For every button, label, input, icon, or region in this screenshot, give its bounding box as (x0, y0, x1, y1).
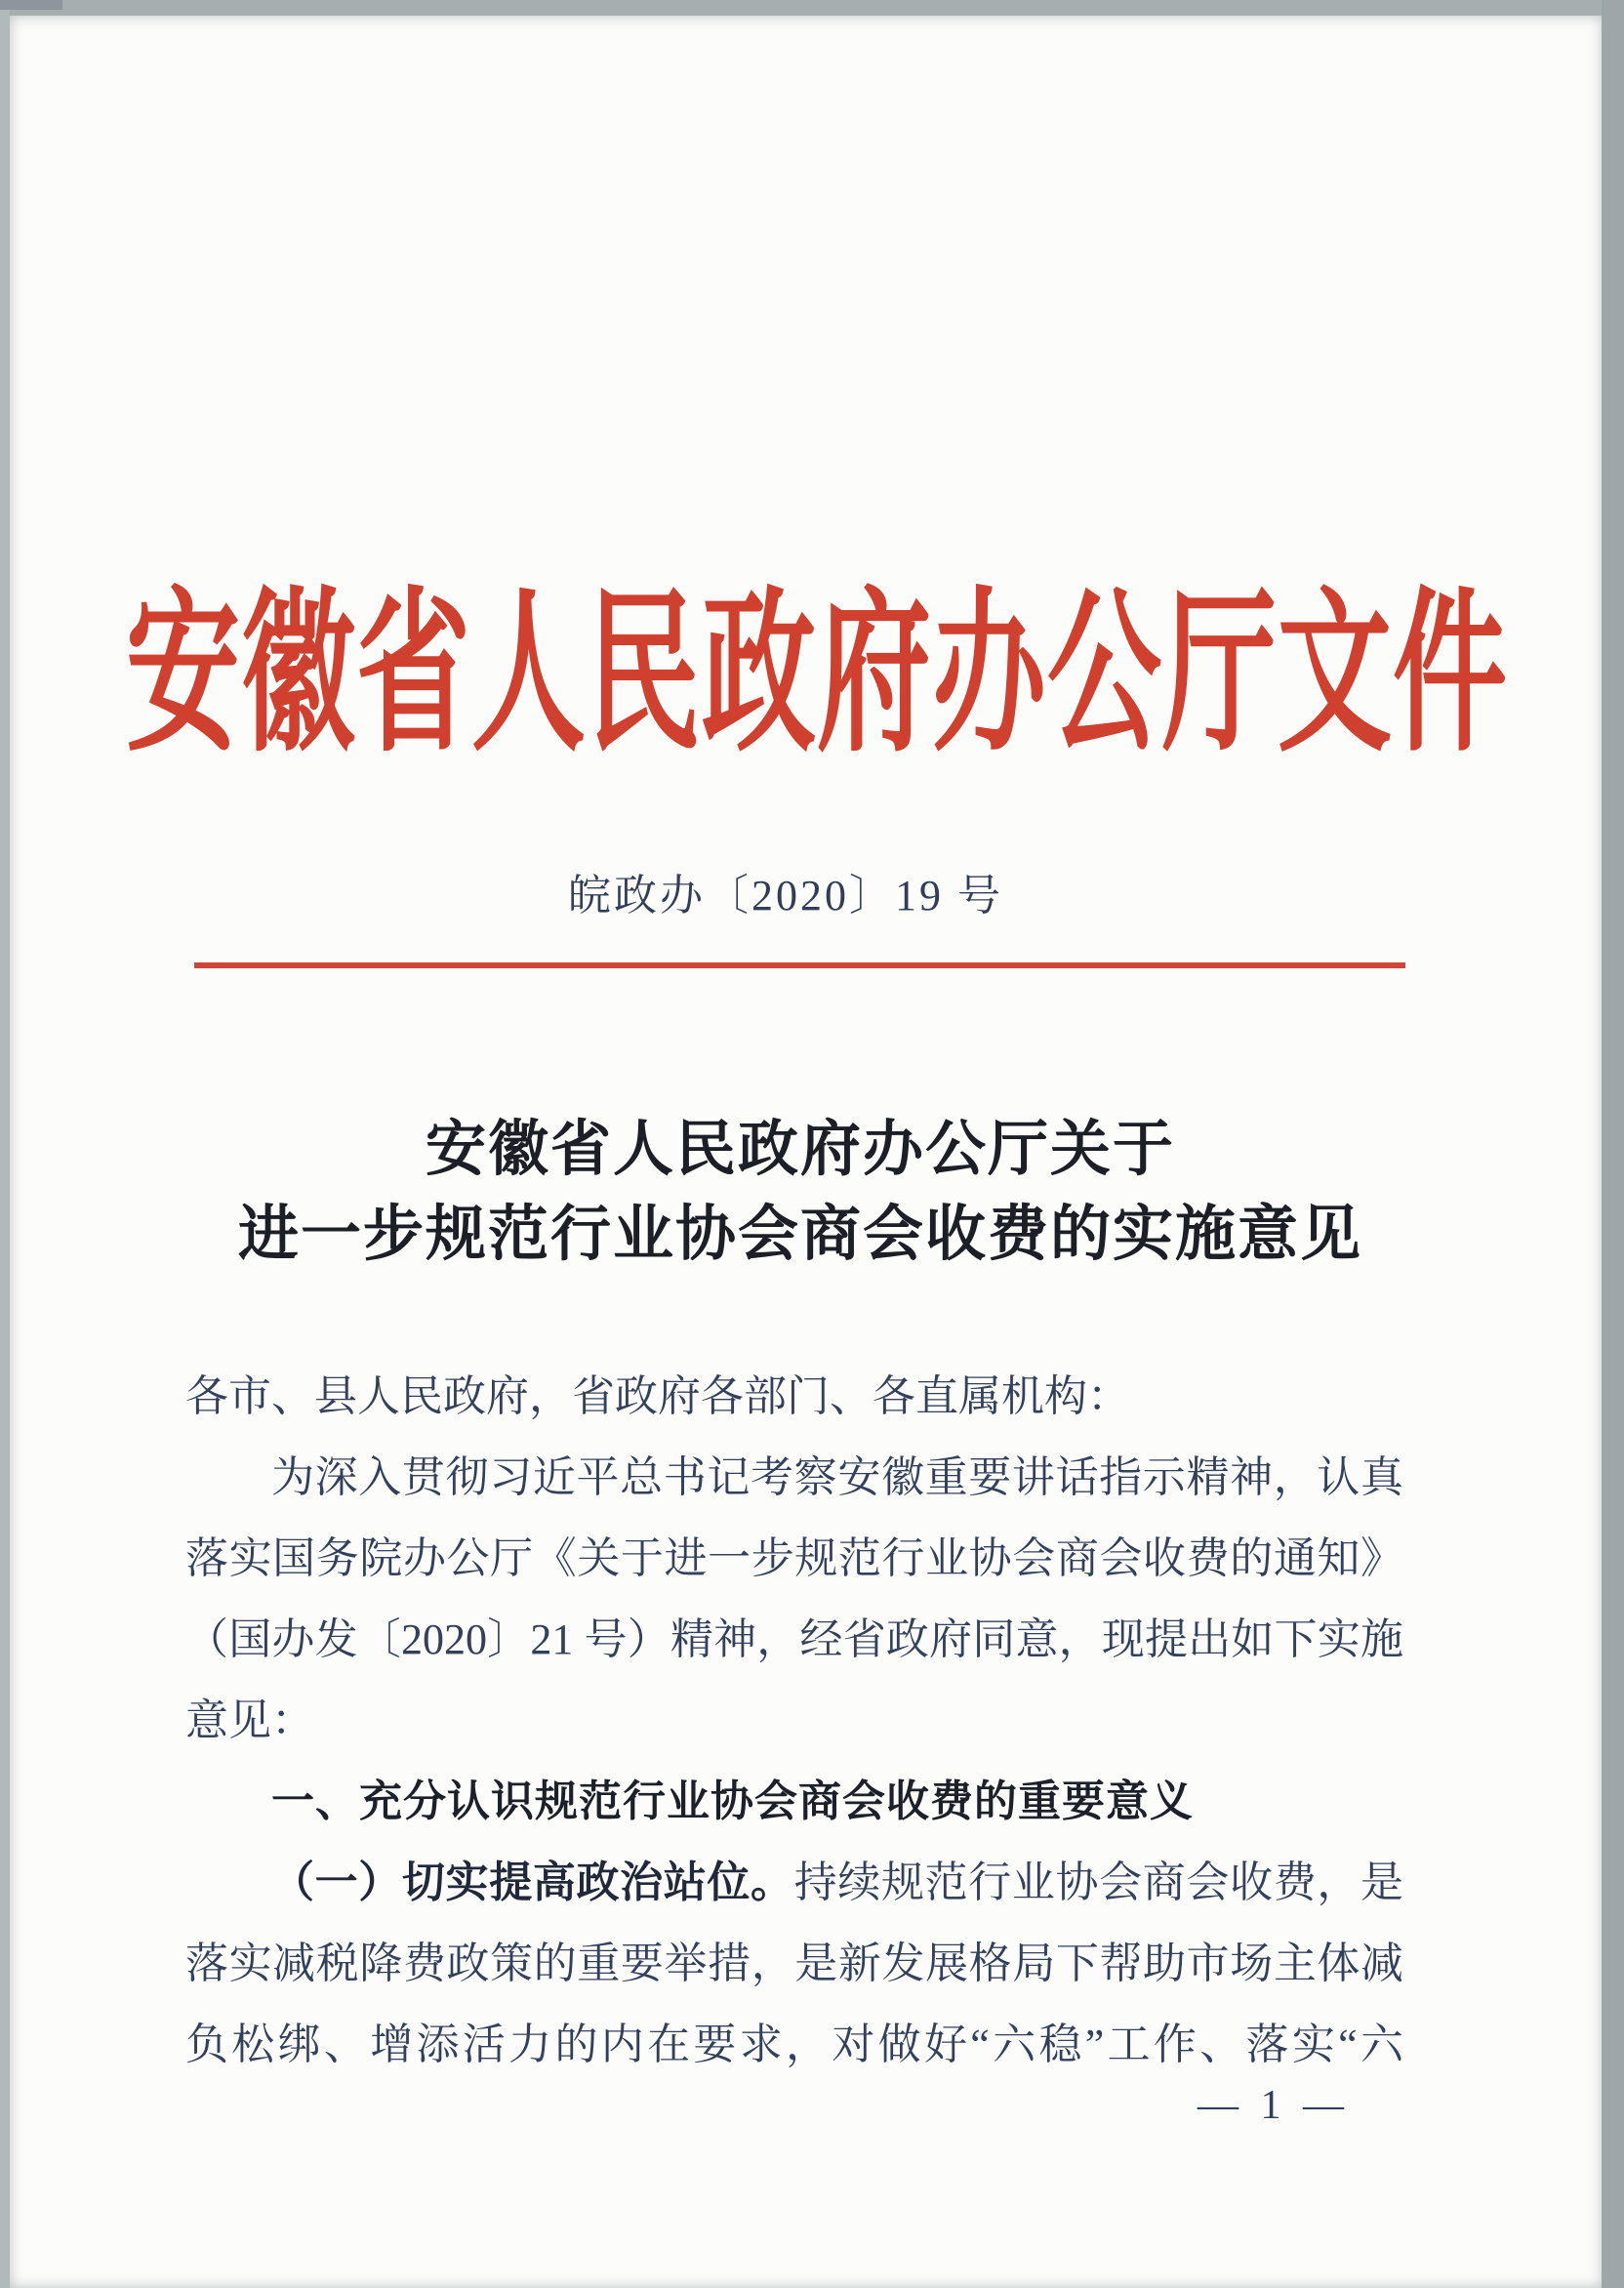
paragraph1-line2: 落实国务院办公厅《关于进一步规范行业协会商会收费的通知》 (185, 1534, 1403, 1582)
paragraph1-line1: 为深入贯彻习近平总书记考察安徽重要讲话指示精神，认真 (271, 1453, 1403, 1501)
scan-edge-top (0, 0, 1624, 16)
masthead-text: 安徽省人民政府办公厅文件 (125, 578, 1508, 773)
scan-edge-corner (0, 0, 62, 10)
paragraph1-line3: （国办发〔2020〕21 号）精神，经省政府同意，现提出如下实施 (185, 1615, 1403, 1663)
salutation-line: 各市、县人民政府，省政府各部门、各直属机构： (185, 1372, 1130, 1420)
document-number: 皖政办〔2020〕19 号 (568, 872, 1003, 919)
document-title-line2: 进一步规范行业协会商会收费的实施意见 (237, 1201, 1362, 1268)
section-heading-1: 一、充分认识规范行业协会商会收费的重要意义 (271, 1777, 1194, 1825)
paragraph2-lead-bold: （一）切实提高政治站位。 (271, 1859, 794, 1906)
document-title-line1: 安徽省人民政府办公厅关于 (425, 1116, 1175, 1183)
paragraph2-line3: 负松绑、增添活力的内在要求，对做好“六稳”工作、落实“六 (185, 2021, 1403, 2068)
paragraph2-lead-rest: 持续规范行业协会商会收费，是 (793, 1859, 1404, 1906)
paragraph2-line1 (185, 1842, 1403, 1923)
page-number: — 1 — (1198, 2083, 1350, 2128)
red-masthead (0, 569, 1624, 773)
document-body (185, 1356, 1403, 2085)
paragraph2-line2: 落实减税降费政策的重要举措，是新发展格局下帮助市场主体减 (185, 1940, 1403, 1987)
paragraph1-line4: 意见： (185, 1696, 314, 1744)
red-separator-rule (194, 962, 1405, 968)
